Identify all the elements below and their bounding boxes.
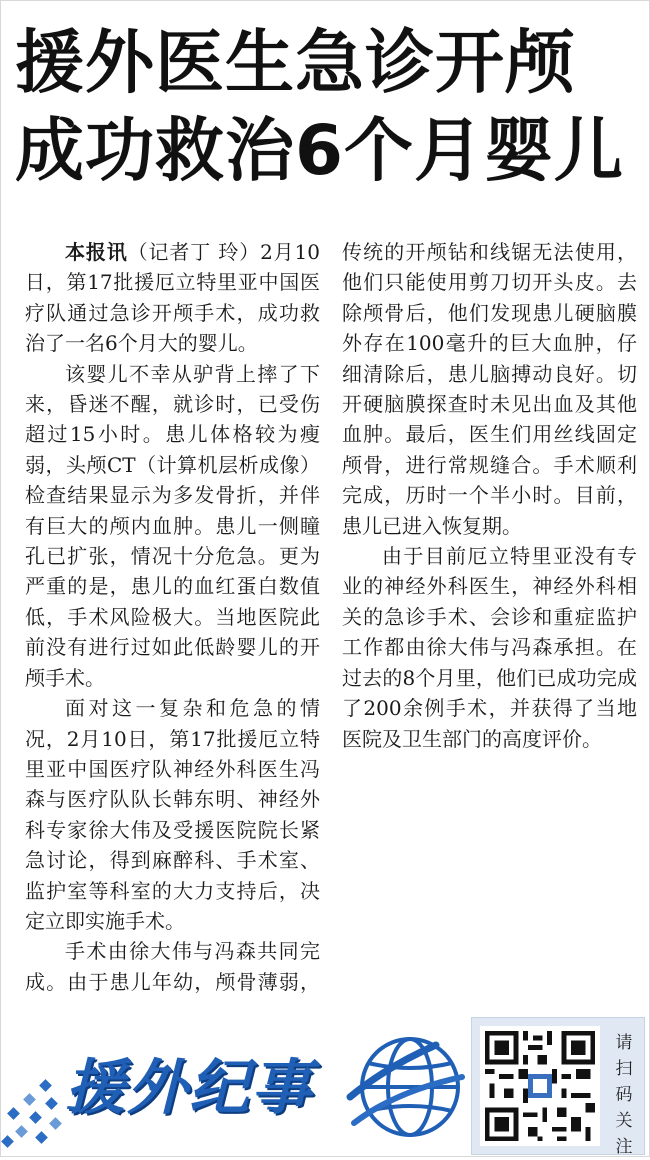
headline <box>15 19 637 195</box>
globe-icon <box>346 1027 466 1147</box>
article-lead: 本报讯 <box>65 240 128 264</box>
article-paragraph: 面对这一复杂和危急的情况，2月10日，第17批援厄立特里亚中国医疗队神经外科医生冯森与医疗队队长韩东明、神经外科专家徐大伟及受援医院院长紧急讨论，得到麻醉科、手术室、监护室等科室的大力支持后，决定立即实施手术。 <box>25 696 320 933</box>
qr-code-icon[interactable] <box>480 1026 600 1146</box>
article-paragraph: 该婴儿不幸从驴背上摔了下来，昏迷不醒，就诊时，已受伤超过15小时。患儿体格较为瘦弱，头颅CT（计算机层析成像）检查结果显示为多发骨折，并伴有巨大的颅内血肿。患儿一侧瞳孔已扩张，情况十分危急。更为严重的是，患儿的血红蛋白数值低，手术风险极大。当地医院此前没有进行过如此低龄婴儿的开颅手术。 <box>25 361 320 690</box>
banner-title: 援外纪事 <box>65 1053 313 1123</box>
article-body <box>25 237 637 1017</box>
qr-panel <box>471 1017 645 1155</box>
mosaic-tiles-icon <box>1 1079 65 1149</box>
article-paragraph: 本报讯（记者丁 玲）2月10日，第17批援厄立特里亚中国医疗队通过急诊开颅手术，成功救治了一名6个月大的婴儿。 <box>25 240 321 356</box>
column-banner <box>1 1023 471 1151</box>
qr-caption: 请 扫 码 关 注 <box>615 1033 633 1157</box>
headline-line-2: 成功救治6个月婴儿 <box>15 111 625 191</box>
article-paragraph: 手术由徐大伟与冯森共同完成。由于患儿年幼，颅骨薄弱，传统的开颅钻和线锯无法使用，他们只能使用剪刀切开头皮。去除颅骨后，他们发现患儿硬脑膜外存在100毫升的巨大血肿，仔细清除后，患儿脑搏动良好。切开硬脑膜探查时未见出血及其他血肿。最后，医生们用丝线固定颅骨，进行常规缝合。手术顺利完成，历时一个半小时。目前，患儿已进入恢复期。 <box>25 240 637 994</box>
headline-line-1: 援外医生急诊开颅 <box>15 23 575 103</box>
article-paragraph: 由于目前厄立特里亚没有专业的神经外科医生，神经外科相关的急诊手术、会诊和重症监护工作都由徐大伟与冯森承担。在过去的8个月里，他们已成功完成了200余例手术，并获得了当地医院及卫生部门的高度评价。 <box>342 544 637 751</box>
